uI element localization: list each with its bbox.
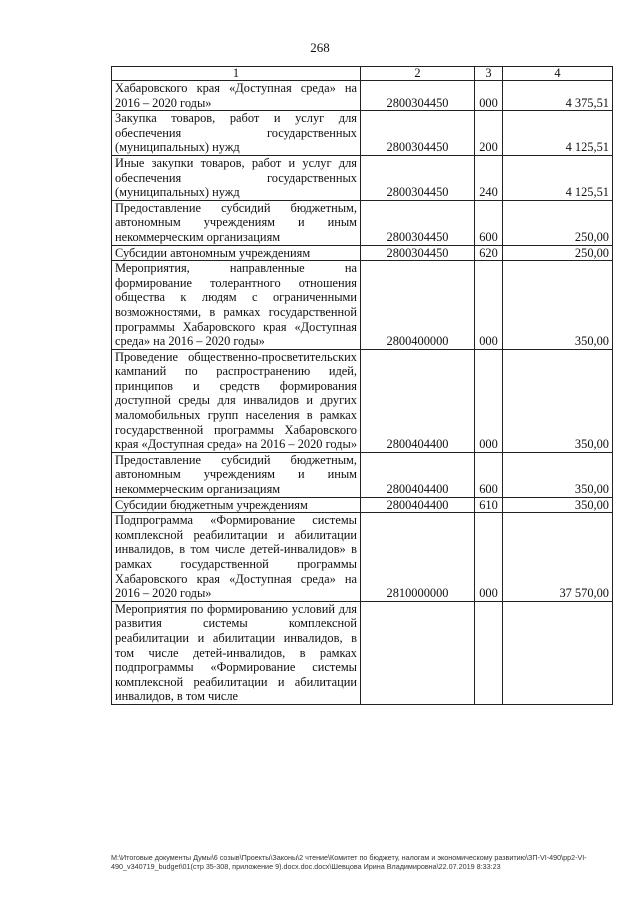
table-row [112,200,613,245]
row-type-cell: 000 [475,513,503,602]
page-number: 268 [310,40,330,55]
row-type-cell: 240 [475,155,503,200]
row-name-cell: Мероприятия, направленные на формирование толерантного отношения общества к людям с ограниченными возможностями, в рамках государственной программы Хабаровского края «Доступная среда» на 2016 – 2020 годы» [112,261,361,350]
row-type-cell: 000 [475,81,503,111]
row-type-cell: 600 [475,452,503,497]
row-amount-cell: 250,00 [503,200,613,245]
row-type-cell: 620 [475,245,503,261]
table-row [112,601,613,704]
row-type-cell: 610 [475,497,503,513]
table-header-row [112,67,613,81]
budget-table [111,66,613,705]
row-name-cell: Закупка товаров, работ и услуг для обеспечения государственных (муниципальных) нужд [112,111,361,156]
row-type-cell [475,601,503,704]
row-code-cell: 2800304450 [361,111,475,156]
row-type-cell: 200 [475,111,503,156]
table-row [112,513,613,602]
table-row [112,261,613,350]
row-name-cell: Проведение общественно-просветительских кампаний по распространению идей, принципов и средств формирования доступной среды для инвалидов и других маломобильных групп населения в рамках государственной программы Хабаровского края «Доступная среда» на 2016 – 2020 годы» [112,349,361,452]
header-col-2: 2 [361,67,475,81]
table-row [112,497,613,513]
row-name-cell: Иные закупки товаров, работ и услуг для обеспечения государственных (муниципальных) нужд [112,155,361,200]
row-amount-cell: 350,00 [503,349,613,452]
row-amount-cell [503,601,613,704]
row-code-cell: 2800304450 [361,200,475,245]
header-col-1: 1 [112,67,361,81]
table-row [112,111,613,156]
row-code-cell: 2800404400 [361,452,475,497]
row-name-cell: Мероприятия по формированию условий для развития системы комплексной реабилитации и абилитации инвалидов, в том числе детей-инвалидов, в рамках подпрограммы «Формирование системы комплексной реабилитации и абилитации инвалидов, в том числе [112,601,361,704]
row-code-cell: 2800400000 [361,261,475,350]
row-amount-cell: 350,00 [503,497,613,513]
row-amount-cell: 350,00 [503,261,613,350]
table-row [112,81,613,111]
row-code-cell: 2810000000 [361,513,475,602]
row-code-cell: 2800304450 [361,245,475,261]
row-code-cell [361,601,475,704]
table-row [112,349,613,452]
row-type-cell: 000 [475,349,503,452]
row-amount-cell: 37 570,00 [503,513,613,602]
row-name-cell: Субсидии бюджетным учреждениям [112,497,361,513]
row-amount-cell: 4 125,51 [503,155,613,200]
row-code-cell: 2800404400 [361,349,475,452]
row-amount-cell: 4 375,51 [503,81,613,111]
header-col-4: 4 [503,67,613,81]
row-code-cell: 2800404400 [361,497,475,513]
row-name-cell: Подпрограмма «Формирование системы комплексной реабилитации и абилитации инвалидов, в том числе детей-инвалидов» в рамках государственной программы Хабаровского края «Доступная среда» на 2016 – 2020 годы» [112,513,361,602]
row-type-cell: 600 [475,200,503,245]
table-row [112,245,613,261]
header-col-3: 3 [475,67,503,81]
row-amount-cell: 4 125,51 [503,111,613,156]
row-code-cell: 2800304450 [361,81,475,111]
table-row [112,452,613,497]
row-amount-cell: 350,00 [503,452,613,497]
row-name-cell: Субсидии автономным учреждениям [112,245,361,261]
file-path-footer: М:\Итоговые документы Думы\6 созыв\Проекты\Законы\2 чтение\Комитет по бюджету, налогам и экономическому развитию\ЗП-VI-490\рр2-VI-490_v340719_budget\01(стр 35-308, приложение 9).docx.doc.docx\Шевцова Ирина Владимировна\22.07.2019 8:33:23 [111,853,587,871]
row-type-cell: 000 [475,261,503,350]
row-name-cell: Предоставление субсидий бюджетным, автономным учреждениям и иным некоммерческим организациям [112,200,361,245]
row-code-cell: 2800304450 [361,155,475,200]
row-amount-cell: 250,00 [503,245,613,261]
row-name-cell: Хабаровского края «Доступная среда» на 2016 – 2020 годы» [112,81,361,111]
row-name-cell: Предоставление субсидий бюджетным, автономным учреждениям и иным некоммерческим организациям [112,452,361,497]
table-row [112,155,613,200]
